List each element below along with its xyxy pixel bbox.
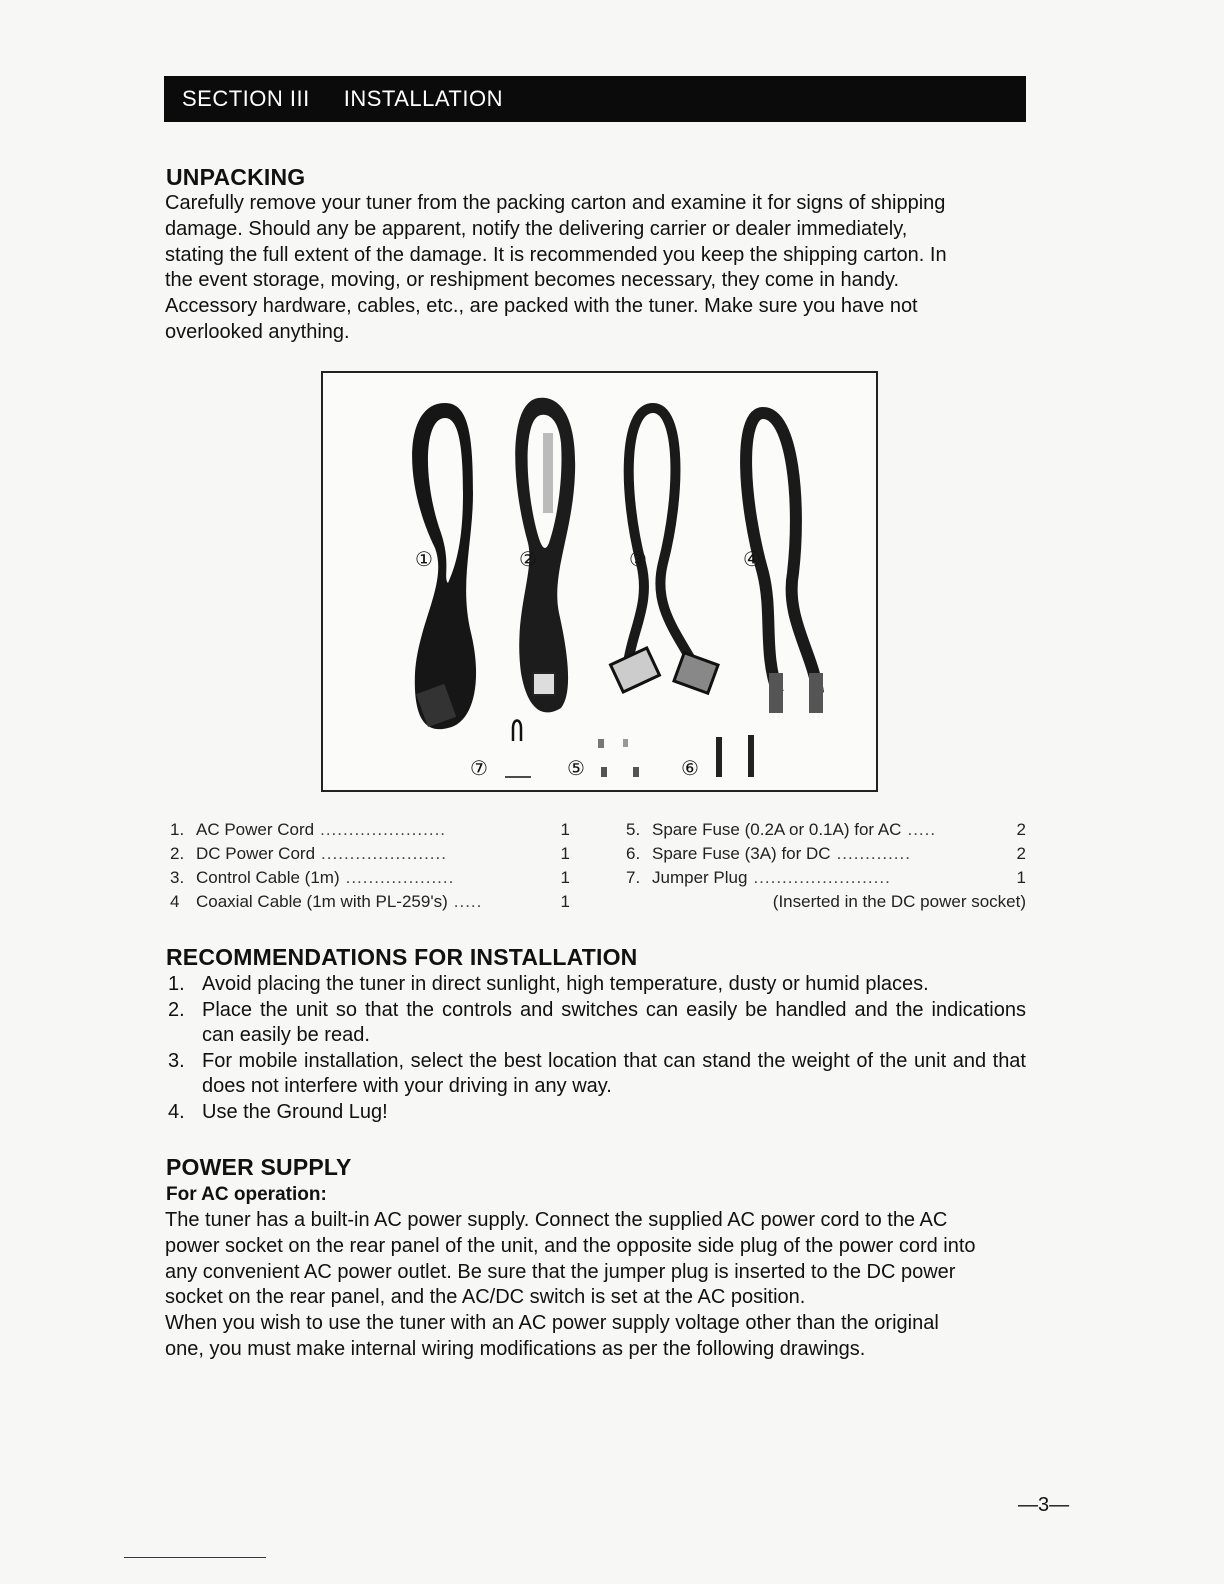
power-supply-heading: POWER SUPPLY [166, 1154, 352, 1180]
power-line: The tuner has a built-in AC power supply. Connect the supplied AC power cord to the AC [165, 1209, 948, 1231]
recommendations-list [168, 972, 1026, 1126]
power-line: power socket on the rear panel of the unit, and the opposite side plug of the power cord into [165, 1234, 976, 1257]
list-item: 5. Spare Fuse (0.2A or 0.1A) for AC ..... 2 [626, 820, 1026, 839]
control-cable-image [611, 408, 719, 693]
list-item: 4 Coaxial Cable (1m with PL-259's) ..... 1 [170, 892, 570, 911]
list-item: 3. For mobile installation, select the best location that can stand the weight of the unit and that does not interfere with your driving in any way. [168, 1049, 1026, 1098]
accessory-list-right [626, 818, 1026, 914]
jumper-plug-note: (Inserted in the DC power socket) [772, 892, 1026, 911]
section-title: INSTALLATION [343, 86, 503, 111]
unpacking-line: stating the full extent of the damage. It is recommended you keep the shipping carton. In [165, 243, 947, 266]
list-item: 7. Jumper Plug ........................ 1 [626, 868, 1026, 887]
recommendations-heading: RECOMMENDATIONS FOR INSTALLATION [166, 944, 638, 970]
unpacking-line: the event storage, moving, or reshipment becomes necessary, they come in handy. [165, 269, 900, 292]
power-line: one, you must make internal wiring modifications as per the following drawings. [165, 1337, 866, 1360]
power-line: socket on the rear panel, and the AC/DC switch is set at the AC position. [165, 1286, 806, 1309]
list-item: 4. Use the Ground Lug! [168, 1100, 388, 1123]
power-line: When you wish to use the tuner with an AC power supply voltage other than the original [165, 1312, 939, 1335]
accessories-photo [321, 371, 878, 792]
list-item: 1. AC Power Cord ...................... 1 [170, 820, 570, 839]
section-header-banner [164, 76, 1026, 122]
figure-label-5: ⑤ [567, 756, 585, 780]
figure-label-6: ⑥ [681, 756, 699, 780]
unpacking-heading: UNPACKING [166, 164, 306, 190]
figure-label-2: ② [519, 547, 537, 571]
list-item: 6. Spare Fuse (3A) for DC ............. 2 [626, 844, 1026, 863]
list-item: 2. DC Power Cord ...................... 1 [170, 844, 570, 863]
unpacking-line: Carefully remove your tuner from the packing carton and examine it for signs of shipping [165, 192, 946, 214]
list-item: 1. Avoid placing the tuner in direct sunlight, high temperature, dusty or humid places. [168, 973, 929, 995]
power-line: any convenient AC power outlet. Be sure that the jumper plug is inserted to the DC power [165, 1260, 956, 1283]
small-parts-image [505, 721, 754, 778]
accessory-list-left [170, 818, 570, 914]
page-number: —3— [1018, 1494, 1070, 1516]
footer-rule [124, 1557, 266, 1558]
figure-label-1: ① [415, 547, 433, 571]
section-number: SECTION III [182, 86, 310, 111]
unpacking-line: overlooked anything. [165, 320, 350, 343]
figure-label-7: ⑦ [470, 756, 488, 780]
figure-label-4: ④ [743, 547, 761, 571]
unpacking-paragraph [165, 191, 1020, 346]
unpacking-line: damage. Should any be apparent, notify the delivering carrier or dealer immediately, [165, 217, 908, 240]
list-item: 2. Place the unit so that the controls and switches can easily be handled and the indications can easily be read. [168, 998, 1026, 1047]
list-item: 3. Control Cable (1m) ................... 1 [170, 868, 570, 887]
ac-operation-subheading: For AC operation: [166, 1184, 327, 1205]
figure-label-3: ③ [629, 547, 647, 571]
power-supply-paragraph [165, 1208, 1020, 1363]
unpacking-line: Accessory hardware, cables, etc., are packed with the tuner. Make sure you have not [165, 295, 918, 318]
